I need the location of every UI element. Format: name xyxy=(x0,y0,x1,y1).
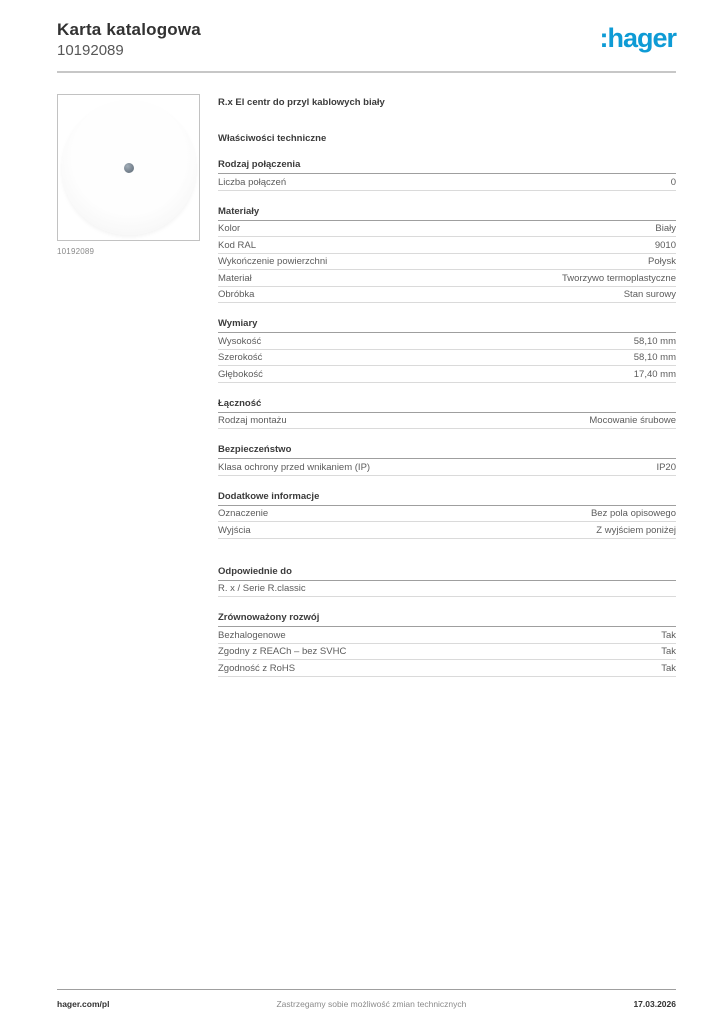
row-value: Bez pola opisowego xyxy=(590,508,676,519)
row-label: Kod RAL xyxy=(218,239,257,251)
row-value: 9010 xyxy=(654,239,676,251)
section-title: Wymiary xyxy=(218,318,676,333)
table-row xyxy=(218,237,676,254)
image-caption: 10192089 xyxy=(57,247,95,256)
row-value: Tak xyxy=(661,662,676,674)
row-label: Wykończenie powierzchni xyxy=(218,256,328,267)
row-value: Stan surowy xyxy=(623,289,676,300)
product-disc xyxy=(62,101,196,235)
section-bezpieczenstwo xyxy=(218,444,676,476)
section-odpowiednie-do xyxy=(218,566,676,598)
section-title: Bezpieczeństwo xyxy=(218,444,676,459)
product-number: 10192089 xyxy=(57,42,124,59)
row-label: Szerokość xyxy=(218,352,263,363)
row-label: R. x / Serie R.classic xyxy=(218,583,306,594)
row-value: Tworzywo termoplastyczne xyxy=(561,272,676,284)
footer-disclaimer: Zastrzegamy sobie możliwość zmian technicznych xyxy=(276,999,467,1009)
page-header xyxy=(0,0,724,59)
row-value: 58,10 mm xyxy=(633,352,676,363)
row-label: Głębokość xyxy=(218,368,263,380)
row-label: Wyjścia xyxy=(218,524,251,536)
section-title: Dodatkowe informacje xyxy=(218,491,676,506)
specs-column xyxy=(218,94,676,677)
page-footer xyxy=(57,989,676,1009)
table-row xyxy=(218,366,676,383)
section-dodatkowe-informacje xyxy=(218,491,676,539)
product-image xyxy=(57,94,200,241)
row-value: 58,10 mm xyxy=(633,335,676,347)
footer-row xyxy=(57,999,676,1009)
section-wymiary xyxy=(218,318,676,383)
row-label: Kolor xyxy=(218,223,241,234)
section-title: Materiały xyxy=(218,206,676,221)
section-rodzaj-polaczenia xyxy=(218,159,676,191)
table-row xyxy=(218,333,676,350)
main-content xyxy=(0,73,724,677)
table-row xyxy=(218,174,676,191)
footer-website: hager.com/pl xyxy=(57,999,110,1009)
table-row xyxy=(218,627,676,644)
section-materialy xyxy=(218,206,676,304)
table-row xyxy=(218,287,676,304)
table-row xyxy=(218,581,676,598)
product-image-column xyxy=(57,94,200,677)
table-row xyxy=(218,270,676,287)
row-label: Liczba połączeń xyxy=(218,176,287,188)
row-value: 0 xyxy=(670,176,676,188)
properties-heading: Właściwości techniczne xyxy=(218,133,327,144)
row-label: Zgodność z RoHS xyxy=(218,662,296,674)
section-title: Zrównoważony rozwój xyxy=(218,612,676,627)
table-row xyxy=(218,254,676,271)
section-title: Łączność xyxy=(218,398,676,413)
row-value: 17,40 mm xyxy=(633,368,676,380)
header-title-block xyxy=(57,20,201,59)
table-row xyxy=(218,221,676,238)
table-row xyxy=(218,644,676,661)
section-lacznosc xyxy=(218,398,676,430)
table-row xyxy=(218,459,676,476)
footer-divider xyxy=(57,989,676,990)
row-label: Zgodny z REACh – bez SVHC xyxy=(218,646,347,657)
section-zrownowazony-rozwoj xyxy=(218,612,676,677)
section-title: Odpowiednie do xyxy=(218,566,676,581)
table-row xyxy=(218,350,676,367)
table-row xyxy=(218,506,676,523)
row-label: Klasa ochrony przed wnikaniem (IP) xyxy=(218,461,371,473)
row-value: Z wyjściem poniżej xyxy=(596,524,676,536)
row-label: Wysokość xyxy=(218,335,262,347)
screw-detail-icon xyxy=(124,163,134,173)
row-value: Tak xyxy=(661,629,676,641)
row-label: Rodzaj montażu xyxy=(218,415,287,426)
table-row xyxy=(218,522,676,539)
row-label: Oznaczenie xyxy=(218,508,269,519)
page-title: Karta katalogowa xyxy=(57,20,201,39)
hager-logo: :hager xyxy=(599,23,676,53)
section-title: Rodzaj połączenia xyxy=(218,159,676,174)
row-label: Bezhalogenowe xyxy=(218,629,286,641)
row-value: Połysk xyxy=(648,256,676,267)
product-name: R.x El centr do przyl kablowych biały xyxy=(218,97,385,108)
table-row xyxy=(218,660,676,677)
row-value: Tak xyxy=(661,646,676,657)
row-label: Materiał xyxy=(218,272,252,284)
row-value: IP20 xyxy=(656,461,676,473)
row-value: Mocowanie śrubowe xyxy=(589,415,676,426)
row-value: Biały xyxy=(655,223,676,234)
table-row xyxy=(218,413,676,430)
row-label: Obróbka xyxy=(218,289,255,300)
footer-date: 17.03.2026 xyxy=(633,999,676,1009)
